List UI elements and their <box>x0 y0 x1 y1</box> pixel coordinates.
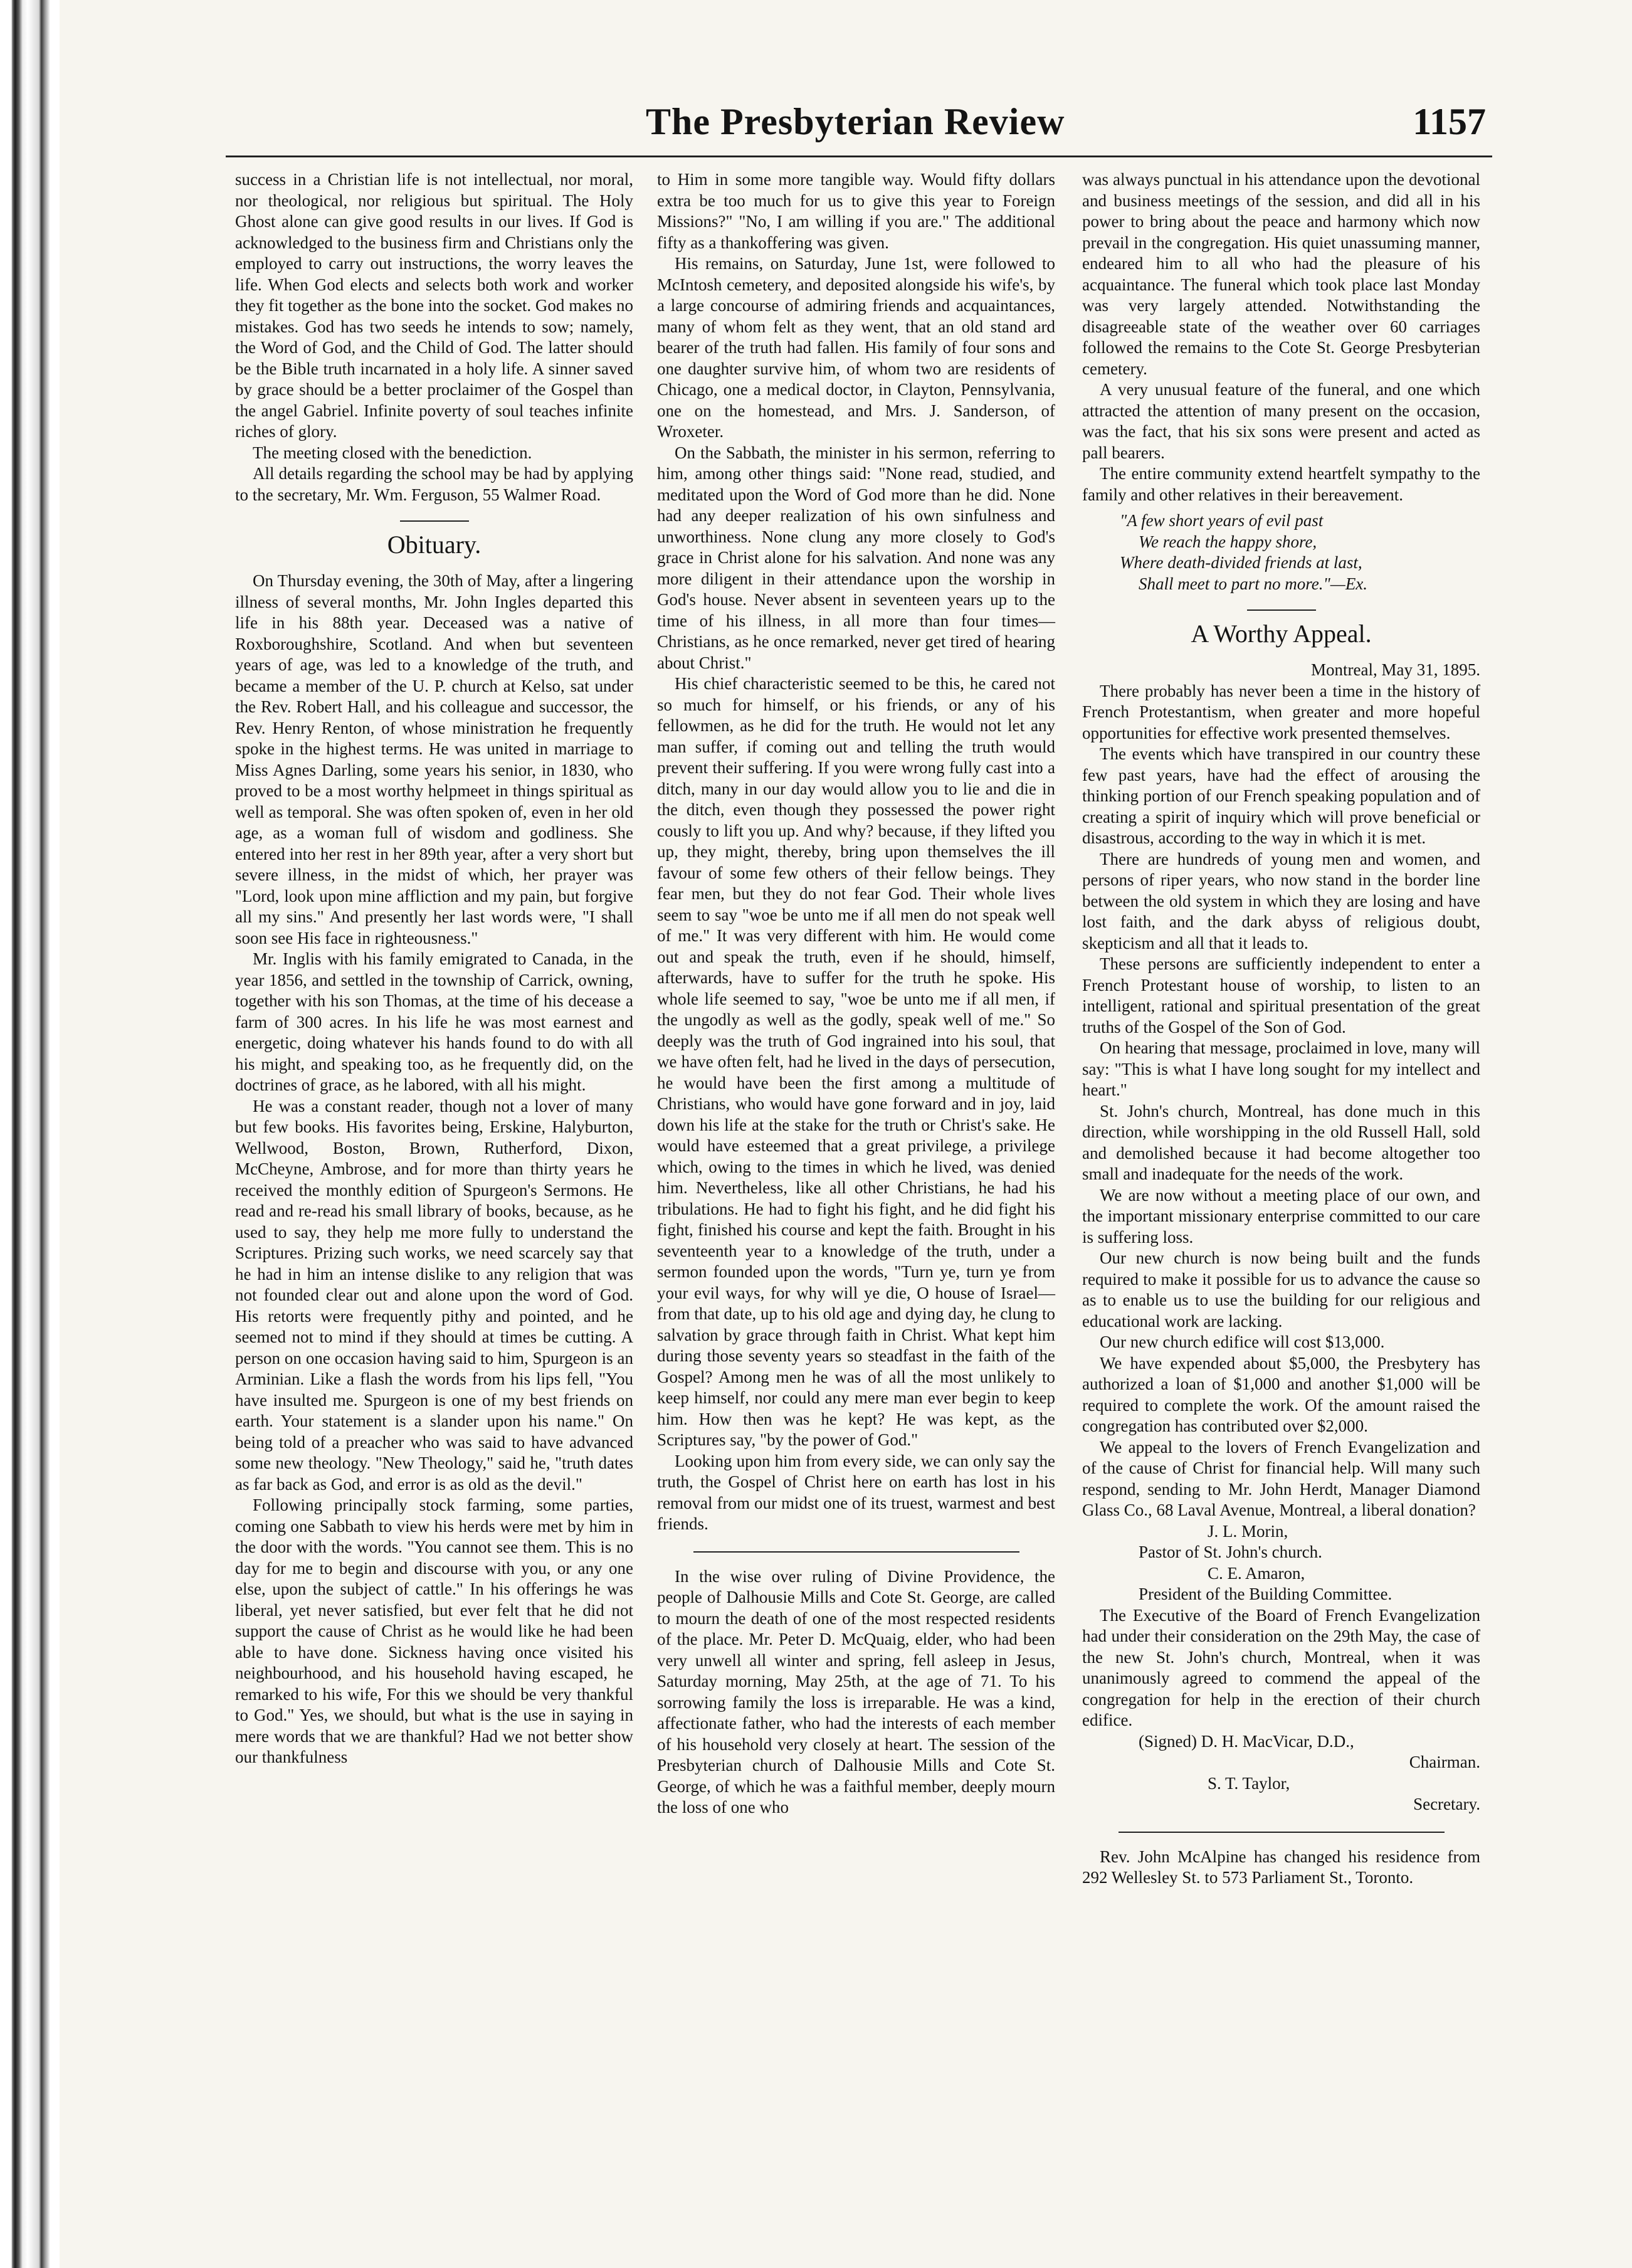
signature-name: S. T. Taylor, <box>1208 1773 1290 1793</box>
paragraph: On the Sabbath, the minister in his sermon, referring to him, among other things said: "None read, studied, and meditated upon the Word of God more than he did. None had any deeper realization of his own sinfulness and unworthiness. None clung any more closely to God's grace in Christ alone for his salvation. And none was any more diligent in their attendance upon the worship in God's house. Never absent in seventeen years up to the time of his illness, in all more than four times—Christians, as he once remarked, never get tired of hearing about Christ." <box>657 443 1055 672</box>
page-number: 1157 <box>1413 101 1486 142</box>
running-header <box>646 100 1486 157</box>
paragraph: Our new church edifice will cost $13,000. <box>1100 1332 1385 1351</box>
column-2 <box>657 169 1055 1818</box>
paragraph: On hearing that message, proclaimed in love, many will say: "This is what I have long sought for my intellect and heart." <box>1082 1038 1480 1099</box>
paragraph: Mr. Inglis with his family emigrated to Canada, in the year 1856, and settled in the township of Carrick, owning, together with his son Thomas, at the time of his decease a farm of 300 acres. In his life he was most earnest and energetic, doing whatever his hands found to do with all his might, and speaking too, as he frequently did, on the doctrines of grace, as he labored, with all his might. <box>235 949 633 1094</box>
obituary-heading: Obituary. <box>387 530 482 559</box>
section-divider <box>1119 1832 1445 1833</box>
paragraph: In the wise over ruling of Divine Providence, the people of Dalhousie Mills and Cote St. George, are called to mourn the death of one of the most respected residents of the place. Mr. Peter D. McQuaig, elder, who had been very unwell all winter and spring, fell asleep in Jesus, Saturday morning, May 25th, at the age of 71. To his sorrowing family the loss is irreparable. He was a kind, affectionate father, who had the interests of each member of his household very closely at heart. The session of the Presbyterian church of Dalhousie Mills and Cote St. George, of which he was a faithful member, deeply mourn the loss of one who <box>657 1566 1055 1817</box>
verse-line: Shall meet to part no more."—Ex. <box>1139 574 1368 593</box>
signature-title: Pastor of St. John's church. <box>1139 1543 1322 1561</box>
signature-title: Chairman. <box>1409 1753 1480 1771</box>
column-3 <box>1082 169 1480 1889</box>
paragraph: to Him in some more tangible way. Would fifty dollars extra be too much for us to give this year to Foreign Missions?" "No, I am willing if you are." The additional fifty as a thankoffering was given. <box>657 170 1055 252</box>
appeal-heading: A Worthy Appeal. <box>1191 620 1372 648</box>
paragraph: He was a constant reader, though not a lover of many but few books. His favorites being, Erskine, Halyburton, Wellwood, Boston, Brown, Rutherford, Dixon, McCheyne, Ambrose, and for more than thirty years he received the monthly edition of Spurgeon's Sermons. He read and re-read his small library of books, because, as he used to say, they help me more fully to understand the Scriptures. Prizing such works, we need scarcely say that he had in him an intense dislike to any religion that was not founded clear out and alone upon the word of God. His retorts were frequently pithy and pointed, and he seemed not to mind if they should at times be cutting. A person on one occasion having said to him, Spurgeon is an Arminian. Like a flash the words from his lips fell, "You have insulted me. Spurgeon is one of my best friends on earth. Your statement is a slander upon his name." On being told of a preacher who was said to have advanced some new theology. "New Theology," said he, "truth dates as far back as God, and error is as old as the devil." <box>235 1096 633 1494</box>
paragraph: His chief characteristic seemed to be this, he cared not so much for himself, or his friends, or any of his fellowmen, as he did for the truth. He would not let any man suffer, if coming out and telling the truth would prevent their suffering. If you were wrong fully cast into a ditch, many in our day would allow you to lie and die in the ditch, even though they possessed the power right cously to lift you up. And why? because, if they lifted you up, they might, thereby, bring upon themselves the ill favour of some few others of their fellow beings. They fear men, but they do not fear God. Their whole lives seem to say "woe be unto me if all men do not speak well of me." It was very different with him. He would come out and speak the truth, even if he should, himself, afterwards, have to suffer for the truth he spoke. His whole life seemed to say, "woe be unto me if all men, if the ungodly as well as the godly, speak well of me." So deeply was the truth of God ingrained into his soul, that we have often felt, had he lived in the days of persecution, he would have been the first among a multitude of Christians, who would have gone forward and in joy, laid down his life at the stake for the truth or Christ's sake. He would have esteemed that a great privilege, a privilege which, owing to the times in which he lived, was denied him. Nevertheless, like all other Christians, he had his tribulations. He had to fight his fight, and he did fight his fight, finished his course and kept the faith. Brought in his seventeenth year to a knowledge of the truth, under a sermon founded upon the words, "Turn ye, turn ye from your evil ways, for why will ye die, O house of Israel—from that date, up to his old age and dying day, he clung to salvation by grace through faith in Christ. What kept him during those seventy years so steadfast in the faith of the Gospel? Among men he was of all the most unlikely to keep himself, nor could any mere man ever begin to keep him. How then was he kept? He was kept, as the Scriptures say, "by the power of God." <box>657 674 1055 1449</box>
section-divider <box>693 1551 1019 1553</box>
paragraph: The entire community extend heartfelt sympathy to the family and other relatives in their bereavement. <box>1082 464 1480 504</box>
paragraph: success in a Christian life is not intellectual, nor moral, nor theological, nor religious but spiritual. The Holy Ghost alone can give good results in our lives. If God is acknowledged to the business firm and Christians only the employed to carry out instructions, the worry leaves the life. When God elects and selects both work and worker they fit together as the bone into the socket. God makes no mistakes. God has two seeds he intends to sow; namely, the Word of God, and the Child of God. The latter should be the Bible truth incarnated in a holy life. A sinner saved by grace should be a better proclaimer of the Gospel than the angel Gabriel. Infinite poverty of soul teaches infinite riches of glory. <box>235 170 633 441</box>
page-binding-edge <box>0 0 60 2268</box>
paragraph: All details regarding the school may be had by applying to the secretary, Mr. Wm. Ferguson, 55 Walmer Road. <box>235 464 633 504</box>
verse-line: "A few short years of evil past <box>1120 511 1324 530</box>
paragraph: A very unusual feature of the funeral, and one which attracted the attention of many present on the occasion, was the fact, that his six sons were present and acted as pall bearers. <box>1082 380 1480 462</box>
paragraph: On Thursday evening, the 30th of May, after a lingering illness of several months, Mr. John Ingles departed this life in his 88th year. Deceased was a native of Roxboroughshire, Scotland. And when but seventeen years of age, was led to a knowledge of the truth, and became a member of the U. P. church at Kelso, sat under the Rev. Robert Hall, and his colleague and successor, the Rev. Henry Renton, of whose ministration he frequently spoke in the highest terms. He was united in marriage to Miss Agnes Darling, some years his senior, in 1830, who proved to be a most worthy helpmeet in things spiritual as well as temporal. She was often spoken of, even in her old age, as a woman full of wisdom and godliness. She entered into her rest in her 89th year, after a very short but severe illness, in the midst of which, her prayer was "Lord, look upon mine affliction and my pain, but forgive all my sins." And presently her last words were, "I shall soon see His face in righteousness." <box>235 571 633 947</box>
signature-name: C. E. Amaron, <box>1208 1563 1305 1583</box>
paragraph: The events which have transpired in our country these few past years, have had the effect of arousing the thinking portion of our French speaking population and of creating a spirit of inquiry which will prove beneficial or disastrous, according to the way in which it is met. <box>1082 744 1480 847</box>
paragraph: The meeting closed with the benediction. <box>253 443 532 462</box>
paragraph: His remains, on Saturday, June 1st, were followed to McIntosh cemetery, and deposited alongside his wife's, by a large concourse of admiring friends and acquaintances, many of whom felt as they went, that an old stand ard bearer of the truth had fallen. His family of four sons and one daughter survive him, of whom two are residents of Chicago, one a medical doctor, in Clayton, Pennsylvania, one on the homestead, and Mrs. J. Sanderson, of Wroxeter. <box>657 254 1055 441</box>
signature-title: Secretary. <box>1413 1795 1480 1813</box>
column-1 <box>235 169 633 1768</box>
journal-title: The Presbyterian Review <box>646 101 1065 142</box>
section-divider <box>1247 609 1316 611</box>
paragraph: The Executive of the Board of French Evangelization had under their consideration on the 29th May, the case of the new St. John's church, Montreal, when it was unanimously agreed to commend the appeal of the congregation for help in the erection of their church edifice. <box>1082 1605 1480 1729</box>
paragraph: Looking upon him from every side, we can only say the truth, the Gospel of Christ here on earth has lost in his removal from our midst one of its truest, warmest and best friends. <box>657 1451 1055 1533</box>
paragraph: Rev. John McAlpine has changed his residence from 292 Wellesley St. to 573 Parliament St., Toronto. <box>1082 1847 1480 1887</box>
signature-name: J. L. Morin, <box>1208 1521 1288 1541</box>
dateline: Montreal, May 31, 1895. <box>1311 660 1480 679</box>
paragraph: There probably has never been a time in the history of French Protestantism, when greater and more hopeful opportunities for effective work presented themselves. <box>1082 681 1480 742</box>
paragraph: We are now without a meeting place of our own, and the important missionary enterprise committed to our care is suffering loss. <box>1082 1185 1480 1247</box>
verse-line: Where death-divided friends at last, <box>1120 553 1362 572</box>
section-divider <box>400 520 469 522</box>
verse <box>1120 510 1480 594</box>
paragraph: We appeal to the lovers of French Evangelization and of the cause of Christ for financial help. Will many such respond, sending to Mr. John Herdt, Manager Diamond Glass Co., 68 Laval Avenue, Montreal, a liberal donation? <box>1082 1437 1480 1519</box>
paragraph: We have expended about $5,000, the Presbytery has authorized a loan of $1,000 and another $1,000 will be required to complete the work. Of the amount raised the congregation has contributed over $2,000. <box>1082 1353 1480 1435</box>
signature-title: President of the Building Committee. <box>1139 1585 1392 1603</box>
verse-line: We reach the happy shore, <box>1139 532 1317 551</box>
paragraph: There are hundreds of young men and women, and persons of riper years, who now stand in the border line between the old system in which they are losing and have lost faith, and the dark abyss of religious doubt, skepticism and all that it leads to. <box>1082 849 1480 952</box>
signature-signed: (Signed) D. H. MacVicar, D.D., <box>1139 1731 1354 1751</box>
paragraph: These persons are sufficiently independent to enter a French Protestant house of worship, to listen to an intelligent, rational and spiritual presentation of the great truths of the Gospel of the Son of God. <box>1082 954 1480 1036</box>
header-rule <box>226 156 1492 157</box>
paragraph: Following principally stock farming, some parties, coming one Sabbath to view his herds were met by him in the door with the words. "You cannot see them. This is no day for me to begin and discourse with you, or any one else, upon the subject of cattle." In his offerings he was liberal, yet never satisfied, but ever felt that he did not support the cause of Christ as he would like he had been able to have done. Sickness having once visited his neighbourhood, and his household having escaped, he remarked to his wife, For this we should be very thankful to God." Yes, we should, but what is the use in saying in mere words that we are thankful? Had we not better show our thankfulness <box>235 1495 633 1766</box>
paragraph: Our new church is now being built and the funds required to make it possible for us to advance the cause so as to enable us to use the building for our religious and educational work are lacking. <box>1082 1248 1480 1331</box>
paragraph: St. John's church, Montreal, has done much in this direction, while worshipping in the old Russell Hall, sold and demolished because it had become altogether too small and inadequate for the needs of the work. <box>1082 1101 1480 1183</box>
paragraph: was always punctual in his attendance upon the devotional and business meetings of the session, and did all in his power to bring about the peace and harmony which now prevail in the congregation. His quiet unassuming manner, endeared him to all who had the pleasure of his acquaintance. The funeral which took place last Monday was very largely attended. Notwithstanding the disagreeable state of the weather over 60 carriages followed the remains to the Cote St. George Presbyterian cemetery. <box>1082 170 1480 378</box>
